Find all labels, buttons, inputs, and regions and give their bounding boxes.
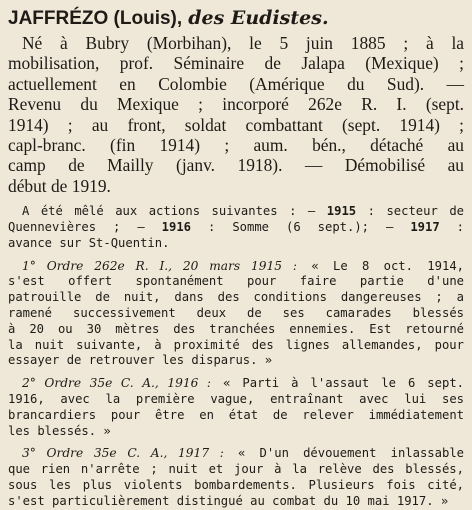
bio-line: 1914) ; au front, soldat combattant (sept. 1914) ; [8,114,464,135]
citation-line: ramené successivement deux de ses camarades blessés [8,306,464,321]
citation-text: « Le 8 oct. 1914, [297,258,464,273]
bio-line: mobilisation, prof. Séminaire de Jalapa (Mexique) ; [8,53,464,74]
actions-text: A été mêlé aux actions suivantes : — [22,204,327,219]
actions-paragraph [8,204,464,251]
bio-line: actuellement en Colombie (Amérique du Sud). — [8,73,464,94]
citation-line [8,446,464,462]
citation-line [8,376,464,392]
citation-2 [8,376,464,439]
citation-line: la nuit suivante, à proximité des lignes allemandes, pour [8,337,464,352]
citation-1 [8,259,464,370]
citation-3 [8,446,464,509]
entry-name: JAFFRÉZO (Louis), [8,8,183,29]
actions-text: : secteur de [356,204,464,219]
citation-line: s'est offert spontanément pour faire partie d'une [8,274,464,289]
entry-heading [8,6,464,31]
citation-line: sous les plus violents bombardements. Plusieurs fois cité, [8,478,464,492]
biography-paragraph [8,33,464,196]
actions-text: : [439,220,464,235]
citation-line: patrouille de nuit, dans des conditions dangereuses ; a [8,290,464,305]
citation-line: s'est particulièrement distingué au combat du 10 mai 1917. » [8,493,449,508]
citation-text: « D'un dévouement inlassable [223,446,464,461]
actions-line: avance sur St-Quentin. [8,235,170,250]
citation-line: que rien n'arrête ; nuit et jour à la relève des blessés, [8,462,464,477]
citation-text: « Parti à l'assaut le 6 sept. [211,376,464,391]
citation-line: les blessés. » [8,423,111,438]
year-1916: 1916 [161,220,192,235]
year-1915: 1915 [326,204,357,219]
entry-order: des Eudistes. [188,7,329,29]
bio-line: capl-branc. (fin 1914) ; aum. bén., détaché au [8,135,464,156]
citation-line: 1916, avec la première vague, entraînant avec lui ses [8,392,464,407]
year-1917: 1917 [410,220,440,235]
actions-line [8,220,464,236]
bio-line: Né à Bubry (Morbihan), le 5 juin 1885 ; à la [22,33,464,53]
citation-line: à 20 ou 30 mètres des tranchées ennemies. Est retourné [8,321,464,336]
citation-label: 2° Ordre 35e C. A., 1916 : [22,376,212,391]
citation-label: 1° Ordre 262e R. I., 20 mars 1915 : [22,258,297,273]
actions-text: : Somme (6 sept.); — [191,220,411,235]
citation-line [8,259,464,275]
citation-line: brancardiers pour être en état de relever immédiatement [8,407,464,422]
bio-line: début de 1919. [8,175,111,196]
actions-text: Quennevières ; — [8,220,162,235]
bio-line: camp de Mailly (janv. 1918). — Démobilisé au [8,155,464,176]
actions-line [8,204,464,220]
bio-line: Revenu du Mexique ; incorporé 262e R. I. (sept. [8,94,464,115]
citation-line: essayer de retrouver les disparus. » [8,353,273,368]
citation-label: 3° Ordre 35e C. A., 1917 : [22,446,224,461]
